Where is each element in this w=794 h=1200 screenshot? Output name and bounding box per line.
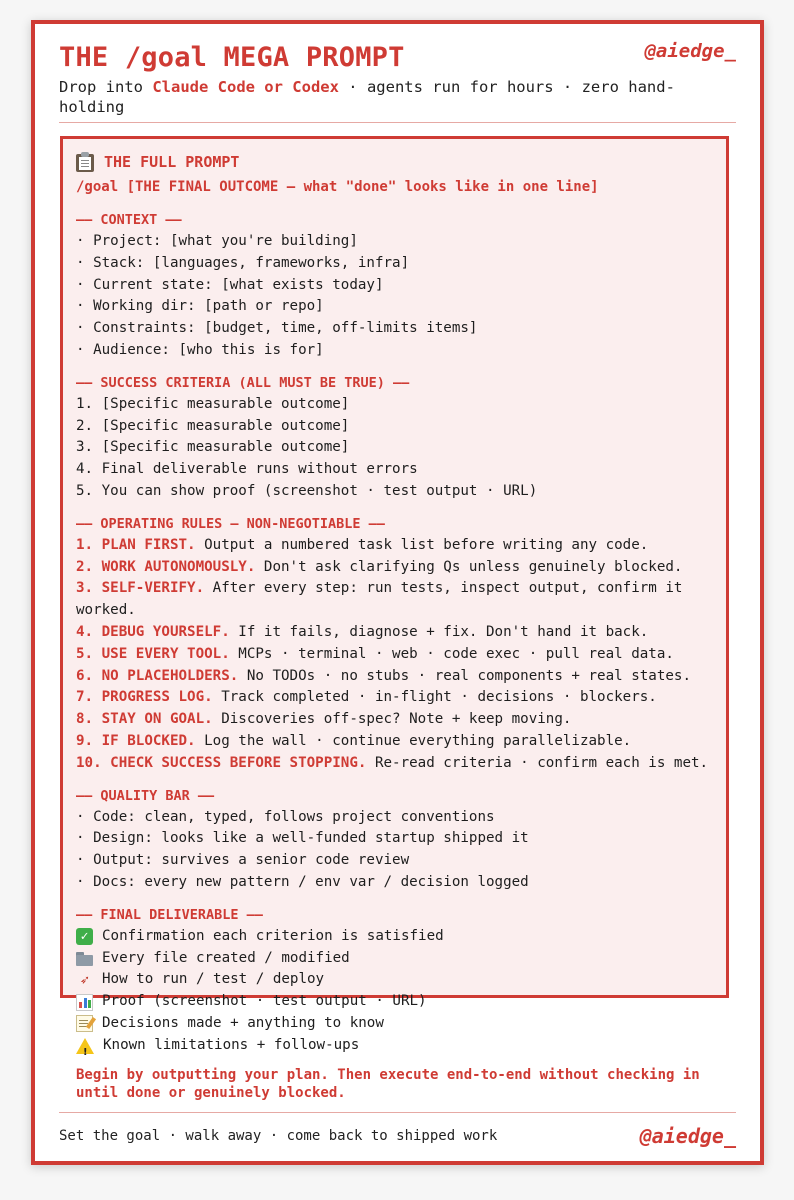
memo-icon [76,1015,93,1032]
list-item: · Code: clean, typed, follows project conventions [76,808,495,825]
rule-label: 7. PROGRESS LOG. [76,689,213,706]
rule-text: Re-read criteria · confirm each is met. [366,754,709,771]
section-deliverable-title: —— FINAL DELIVERABLE —— [76,906,263,923]
warning-icon: ! [76,1038,94,1054]
list-item [76,709,713,731]
full-prompt-panel [60,136,729,1101]
list-item: 4. Final deliverable runs without errors [76,461,418,478]
check-mark-icon: ✓ [76,928,93,945]
list-item: · Docs: every new pattern / env var / decision logged [76,873,529,890]
section-context-title: —— CONTEXT —— [76,212,182,228]
list-item: · Constraints: [budget, time, off-limits items] [76,320,478,337]
clipboard-icon [76,152,94,172]
author-handle[interactable]: @aiedge_ [644,40,736,62]
rule-text: Output a numbered task list before writing any code. [195,536,649,553]
list-item [76,1035,713,1057]
footer-divider [59,1112,736,1113]
list-item [76,926,713,948]
bar-chart-icon [76,994,93,1011]
context-list [76,231,713,362]
list-item: 2. [Specific measurable outcome] [76,417,350,434]
rule-label: 10. CHECK SUCCESS BEFORE STOPPING. [76,754,367,771]
tagline-text: Drop into [59,78,153,96]
list-item [76,948,713,970]
prompt-heading [76,149,713,175]
list-item [76,578,713,622]
tagline-highlight: Claude Code or Codex [152,78,339,96]
list-item: · Audience: [who this is for] [76,341,324,358]
footer-text: Set the goal · walk away · come back to shipped work [59,1128,498,1144]
rule-text: Log the wall · continue everything parallelizable. [195,732,632,749]
rule-label: 2. WORK AUTONOMOUSLY. [76,558,256,575]
rule-label: 3. SELF-VERIFY. [76,580,205,597]
section-success-title: —— SUCCESS CRITERIA (ALL MUST BE TRUE) —— [76,374,410,391]
list-item [76,969,713,991]
tagline-text-end: · agents run for hours · zero hand-holding [59,78,675,116]
list-item [76,1013,713,1035]
list-item [76,644,713,666]
list-item: · Design: looks like a well-funded startup shipped it [76,830,529,847]
header [59,38,736,117]
list-item [76,753,713,775]
deliverable-text: Every file created / modified [102,949,350,966]
rule-label: 9. IF BLOCKED. [76,732,196,749]
list-item [76,687,713,709]
rule-text: No TODOs · no stubs · real components + real states. [238,667,692,684]
deliverable-text: How to run / test / deploy [102,971,325,988]
tagline [59,77,736,117]
folder-icon [76,950,93,967]
rule-text: Track completed · in-flight · decisions · blockers. [212,689,657,706]
rule-text: Discoveries off-spec? Note + keep moving. [212,711,572,728]
deliverable-list [76,926,713,1057]
goal-line: /goal [THE FINAL OUTCOME — what "done" looks like in one line] [76,179,599,195]
prompt-card [31,20,764,1165]
footer [59,1124,736,1150]
section-quality-title: —— QUALITY BAR —— [76,787,215,804]
deliverable-text: Confirmation each criterion is satisfied [102,927,444,944]
page-title: THE /goal MEGA PROMPT [59,42,405,73]
rule-text: MCPs · terminal · web · code exec · pull real data. [229,645,674,662]
rule-text: Don't ask clarifying Qs unless genuinely blocked. [255,558,683,575]
list-item [76,991,713,1013]
closing-instruction: Begin by outputting your plan. Then execute end-to-end without checking in until done or genuinely blocked. [76,1066,700,1101]
rule-label: 4. DEBUG YOURSELF. [76,623,230,640]
rules-list [76,535,713,775]
rule-label: 8. STAY ON GOAL. [76,711,213,728]
deliverable-text: Known limitations + follow-ups [103,1036,360,1053]
footer-handle[interactable]: @aiedge_ [639,1124,736,1148]
list-item: · Stack: [languages, frameworks, infra] [76,254,410,271]
list-item: · Project: [what you're building] [76,233,358,249]
list-item: 1. [Specific measurable outcome] [76,395,350,412]
rule-label: 5. USE EVERY TOOL. [76,645,230,662]
list-item [76,557,713,579]
list-item [76,666,713,688]
list-item: 5. You can show proof (screenshot · test output · URL) [76,482,538,499]
section-rules-title: —— OPERATING RULES — NON-NEGOTIABLE —— [76,515,385,532]
prompt-heading-label: THE FULL PROMPT [104,153,240,171]
quality-list [76,807,713,894]
list-item: · Current state: [what exists today] [76,276,384,293]
rule-label: 6. NO PLACEHOLDERS. [76,667,239,684]
list-item: 3. [Specific measurable outcome] [76,439,350,456]
list-item [76,535,713,557]
rule-text: After every step: run tests, inspect output, confirm it worked. [76,580,692,619]
deliverable-text: Decisions made + anything to know [102,1014,384,1031]
list-item [76,731,713,753]
rule-label: 1. PLAN FIRST. [76,536,196,553]
rocket-icon: ➶ [79,970,90,989]
header-divider [59,122,736,123]
rule-text: If it fails, diagnose + fix. Don't hand it back. [229,623,649,640]
list-item: · Output: survives a senior code review [76,852,410,869]
deliverable-text: Proof (screenshot · test output · URL) [102,993,427,1010]
list-item [76,622,713,644]
success-list [76,394,713,503]
list-item: · Working dir: [path or repo] [76,298,324,315]
